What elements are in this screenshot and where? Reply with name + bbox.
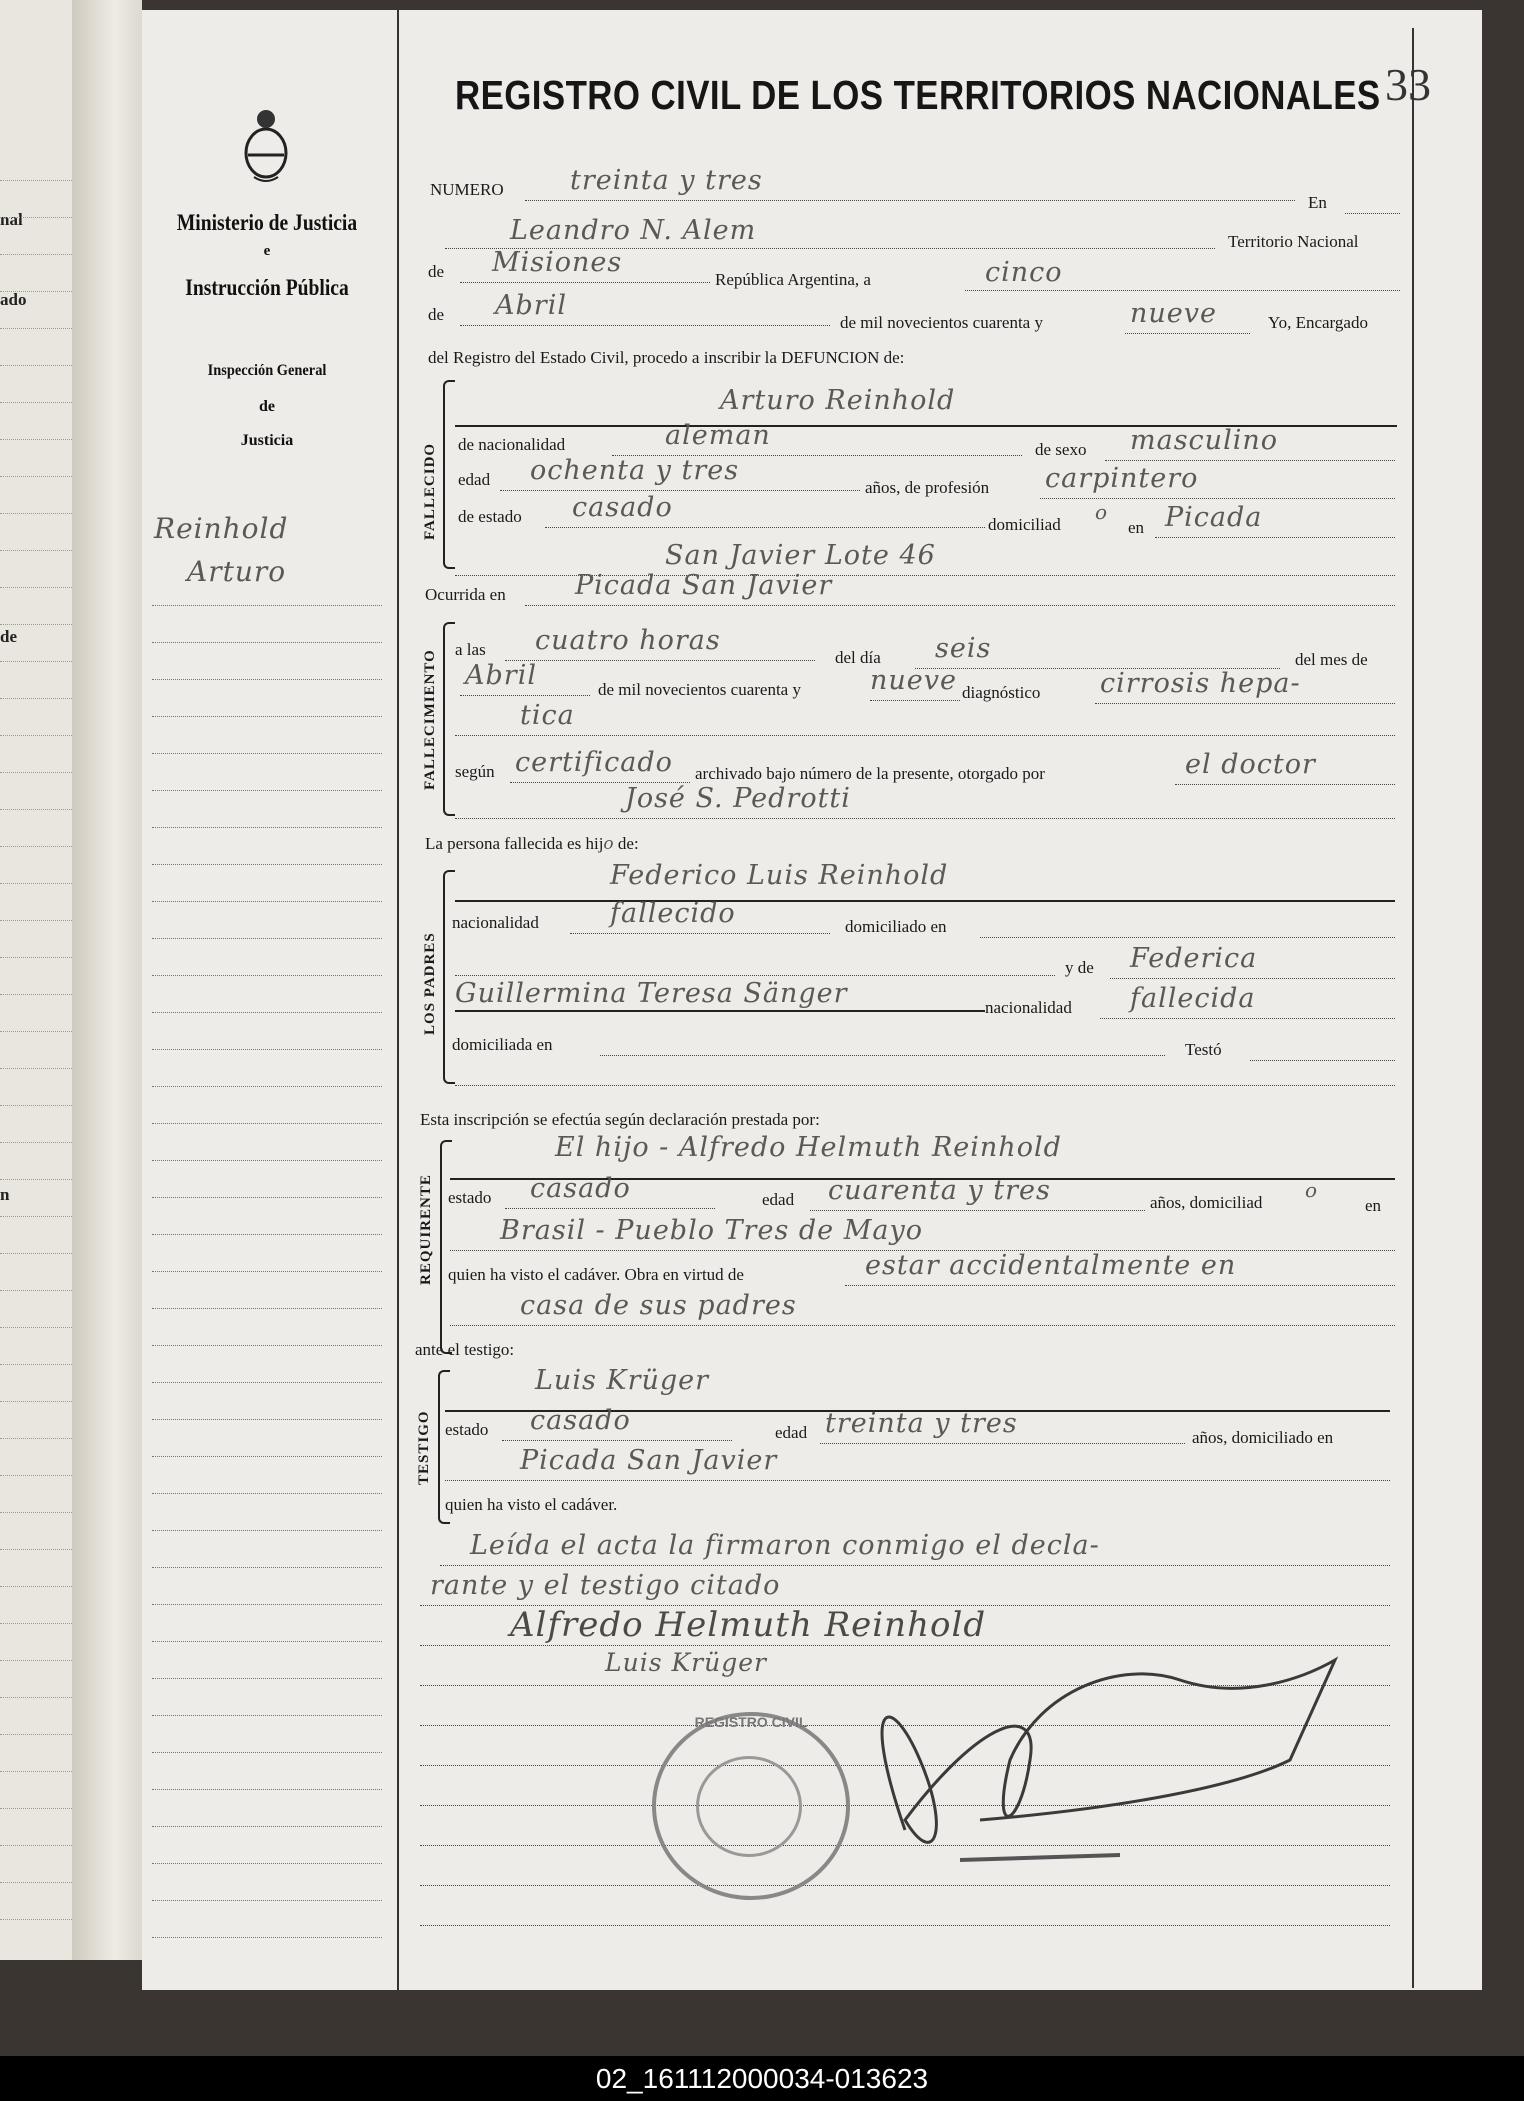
stub-ruled-line [152,1086,382,1087]
de-label: de [428,262,445,281]
en-label: En [1308,193,1327,212]
padre-nac-value: fallecido [610,898,736,929]
prev-page-ruled-line [0,957,72,958]
stamp-text: REGISTRO CIVIL [694,1714,808,1730]
req-domicilio-suffix: o [1305,1178,1319,1202]
closing-line1: Leída el acta la firmaron conmigo el decla- [470,1530,1100,1561]
inspection-de: de [259,398,275,415]
ocurrida-label: Ocurrida en [425,585,506,604]
prev-page-fragment: de [0,627,17,646]
dotted-line [505,660,815,661]
testigo-name: Luis Krüger [535,1365,710,1396]
padres-intro-label [425,834,639,854]
prev-page-ruled-line [0,1327,72,1328]
section-fallecido: FALLECIDO [422,442,438,540]
dotted-line [1105,460,1395,461]
dotted-line [525,605,1395,606]
prev-page-ruled-line [0,1623,72,1624]
test-domicilio-label: años, domiciliado en [1192,1428,1334,1447]
dotted-line [460,282,710,283]
section-padres: LOS PADRES [422,932,438,1035]
prev-page-ruled-line [0,735,72,736]
diagnostico-value: cirrosis hepa- [1100,668,1301,699]
prev-page-ruled-line [0,1882,72,1883]
dotted-line [420,1845,1390,1846]
dotted-line [525,200,1295,201]
inspection-line2: Justicia [240,432,294,449]
book-gutter [72,0,142,1960]
de2-label: de [428,305,445,324]
prev-page-ruled-line [0,1734,72,1735]
territorio-value: Misiones [492,247,623,278]
dotted-line [545,527,985,528]
archivado-label: archivado bajo número de la presente, otorgado por [695,764,1045,783]
prev-page-ruled-line [0,513,72,514]
dotted-line [505,1208,715,1209]
test-domicilio-value: Picada San Javier [520,1445,778,1476]
dotted-line [1125,333,1250,334]
prev-page-ruled-line [0,1697,72,1698]
stub-ruled-line [152,1493,382,1494]
signature-requirente: Alfredo Helmuth Reinhold [510,1605,987,1645]
domiciliada-label: domiciliada en [452,1035,553,1054]
req-edad-label: edad [762,1190,795,1209]
dotted-line [455,818,1395,819]
stub-ruled-line [152,1678,382,1679]
prev-page-ruled-line [0,550,72,551]
prev-page-ruled-line [0,809,72,810]
req-cadaver-cont: casa de sus padres [520,1290,797,1321]
prev-page-fragment: ado [0,290,27,309]
prev-page-ruled-line [0,1438,72,1439]
dotted-line [870,700,960,701]
dotted-line [450,1325,1395,1326]
estado-label: de estado [458,507,522,526]
segun-value: certificado [515,747,673,778]
stub-ruled-line [152,1456,382,1457]
stub-ruled-line [152,938,382,939]
prev-page-ruled-line [0,180,72,181]
req-domicilio-label: años, domiciliad [1150,1193,1263,1212]
stub-ruled-line [152,1345,382,1346]
closing-line2: rante y el testigo citado [430,1570,781,1601]
requirente-brace [440,1140,452,1354]
prev-page-ruled-line [0,624,72,625]
stub-ruled-line [152,1234,382,1235]
mes-value: Abril [465,660,537,691]
doctor-value: José S. Pedrotti [625,783,851,814]
test-estado-label: estado [445,1420,489,1439]
domicilio-suffix: o [1095,500,1109,524]
stub-ruled-line [152,1715,382,1716]
prev-page-ruled-line [0,1216,72,1217]
dotted-line [502,1440,732,1441]
prev-page-ruled-line [0,291,72,292]
prev-page-ruled-line [0,365,72,366]
requirente-intro-label: Esta inscripción se efectúa según declaración prestada por: [420,1110,820,1129]
dotted-line [455,1085,1395,1086]
stub-ruled-line [152,790,382,791]
prev-page-ruled-line [0,661,72,662]
stamp-inner-ring [696,1756,802,1857]
dotted-line [820,1443,1185,1444]
req-cadaver-label: quien ha visto el cadáver. Obra en virtud de [448,1265,744,1284]
image-caption: 02_161112000034-013623 [0,2056,1524,2101]
fallecido-name: Arturo Reinhold [720,385,956,416]
prev-page-ruled-line [0,1771,72,1772]
test-cadaver-label: quien ha visto el cadáver. [445,1495,618,1514]
dotted-line [420,1645,1390,1646]
numero-label: NUMERO [430,180,504,199]
dotted-line [1155,537,1395,538]
stub-ruled-line [152,1641,382,1642]
dotted-line [455,975,1055,976]
anio-value: nueve [870,665,957,696]
fallecido-brace [443,380,455,569]
section-requirente: REQUIRENTE [418,1174,434,1285]
prev-page-ruled-line [0,1586,72,1587]
sexo-value: masculino [1130,425,1278,456]
ministry-e: e [263,243,271,259]
prev-page-ruled-line [0,1364,72,1365]
stub-ruled-line [152,1382,382,1383]
dotted-line [1345,213,1400,214]
nacionalidad-value: aleman [665,420,771,451]
stub-ruled-line [152,1789,382,1790]
prev-page-ruled-line [0,1549,72,1550]
prev-page-ruled-line [0,476,72,477]
ministry-line2: Instrucción Pública [185,275,349,300]
prev-page-ruled-line [0,920,72,921]
dotted-line [570,933,830,934]
stub-ruled-line [152,605,382,606]
prev-page-fragment: nal [0,210,23,229]
ministry-line1: Ministerio de Justicia [176,210,358,235]
padres-intro-suffix: o [603,834,614,854]
padres-intro-text: La persona fallecida es hij [425,834,604,853]
dia-value: seis [935,633,992,664]
stub-ruled-line [152,1826,382,1827]
prev-page-ruled-line [0,1845,72,1846]
madre-nac-value: fallecida [1130,983,1256,1014]
stub-ruled-line [152,679,382,680]
dotted-line [1250,1060,1395,1061]
folio-number: 33 [1385,59,1431,110]
section-testigo: TESTIGO [416,1410,432,1485]
requirente-name: El hijo - Alfredo Helmuth Reinhold [555,1132,1062,1163]
stub-ruled-line [152,1197,382,1198]
stub-ruled-line [152,753,382,754]
testo-label: Testó [1185,1040,1222,1059]
domicilio-en-label: en [1128,518,1145,537]
domicilio-label: domiciliad [988,515,1061,534]
prev-page-ruled-line [0,1808,72,1809]
sexo-label: de sexo [1035,440,1087,459]
dotted-line [980,937,1395,938]
edad-value: ochenta y tres [530,455,740,486]
estado-value: casado [572,492,673,523]
padre-name: Federico Luis Reinhold [610,860,949,891]
prev-page-ruled-line [0,698,72,699]
dotted-line [1095,703,1395,704]
dotted-line [600,1055,1165,1056]
stub-ruled-line [152,1271,382,1272]
stub-ruled-line [152,1308,382,1309]
padre-rule [455,900,1395,902]
segun-label: según [455,762,495,781]
domicilio-value: Picada [1165,502,1263,533]
prev-page-ruled-line [0,439,72,440]
padre-nacionalidad-label: nacionalidad [452,913,539,932]
prev-page-fragment: n [0,1185,10,1204]
diagnostico-cont: tica [520,700,575,731]
dotted-line [440,1565,1390,1566]
stub-ruled-line [152,1900,382,1901]
domiciliado-label: domiciliado en [845,917,947,936]
prev-page-ruled-line [0,1179,72,1180]
dotted-line [420,1805,1390,1806]
territorio-label: Territorio Nacional [1228,232,1359,251]
prev-page-ruled-line [0,1919,72,1920]
registry-stamp [652,1712,850,1900]
prev-page-ruled-line [0,217,72,218]
yde-label: y de [1065,958,1094,977]
intro-line3: del Registro del Estado Civil, procedo a inscribir la DEFUNCION de: [428,348,905,367]
prev-page-ruled-line [0,328,72,329]
dotted-line [845,1285,1395,1286]
stub-ruled-line [152,1123,382,1124]
dotted-line [420,1885,1390,1886]
stub-ruled-line [152,901,382,902]
stub-ruled-line [152,1604,382,1605]
diagnostico-label: diagnóstico [962,683,1041,702]
prev-page-ruled-line [0,883,72,884]
madre-nacionalidad-label: nacionalidad [985,998,1072,1017]
inspection-line1: Inspección General [207,362,327,379]
signature-testigo: Luis Krüger [605,1648,767,1677]
edad-label: edad [458,470,491,489]
dotted-line [1110,978,1395,979]
req-estado-label: estado [448,1188,492,1207]
prev-page-ruled-line [0,1475,72,1476]
prev-page-ruled-line [0,994,72,995]
previous-page-edge [0,0,74,1960]
stub-ruled-line [152,1752,382,1753]
dotted-line [1175,784,1395,785]
test-edad-label: edad [775,1423,808,1442]
req-en-label: en [1365,1196,1382,1215]
dotted-line [445,1480,1390,1481]
stub-ruled-line [152,975,382,976]
year-value: nueve [1130,298,1217,329]
prev-page-ruled-line [0,1031,72,1032]
mes-label: del mes de [1295,650,1368,669]
dotted-line [1040,498,1395,499]
profesion-value: carpintero [1045,463,1199,494]
stub-ruled-line [152,1012,382,1013]
stub-column [142,10,392,1990]
dotted-line [460,325,830,326]
dotted-line [500,490,860,491]
dotted-line [810,1210,1145,1211]
stub-surname: Reinhold [154,512,289,545]
page-title: REGISTRO CIVIL DE LOS TERRITORIOS NACIONALES [455,72,1381,118]
stub-ruled-line [152,1160,382,1161]
stub-ruled-line [152,1049,382,1050]
ocurrida-value: Picada San Javier [575,570,833,601]
stub-ruled-line [152,716,382,717]
stub-ruled-line [152,1530,382,1531]
domicilio-cont: San Javier Lote 46 [665,540,936,571]
stub-ruled-line [152,1863,382,1864]
day-value: cinco [985,257,1063,288]
prev-page-ruled-line [0,402,72,403]
alas-label: a las [455,640,486,659]
prev-page-ruled-line [0,772,72,773]
stub-divider [397,10,399,1990]
republica-label: República Argentina, a [715,270,871,289]
dotted-line [420,1925,1390,1926]
dotted-line [460,695,590,696]
dotted-line [965,290,1400,291]
dotted-line [1100,1018,1395,1019]
test-estado-value: casado [530,1405,631,1436]
fallecimiento-brace [443,622,455,816]
stub-ruled-line [152,1937,382,1938]
prev-page-ruled-line [0,1142,72,1143]
stub-ruled-line [152,827,382,828]
prev-page-ruled-line [0,1253,72,1254]
madre-rule [455,1010,985,1012]
madre-value-b: Guillermina Teresa Sänger [455,978,848,1009]
req-cadaver-value: estar accidentalmente en [865,1250,1237,1281]
testigo-intro-label: ante el testigo: [415,1340,515,1359]
prev-page-ruled-line [0,254,72,255]
coat-of-arms-icon [240,105,292,185]
right-margin-rule [1412,28,1414,1988]
profesion-label: años, de profesión [865,478,990,497]
prev-page-ruled-line [0,1068,72,1069]
prev-page-ruled-line [0,1105,72,1106]
prev-page-ruled-line [0,846,72,847]
dotted-line [420,1725,1390,1726]
section-fallecimiento: FALLECIMIENTO [422,649,438,790]
stub-ruled-line [152,1567,382,1568]
numero-value: treinta y tres [570,165,763,196]
prev-page-ruled-line [0,1512,72,1513]
stub-ruled-line [152,864,382,865]
prev-page-ruled-line [0,1401,72,1402]
stub-given-name: Arturo [187,555,287,588]
dotted-line [455,735,1395,736]
yo-label: Yo, Encargado [1268,313,1368,332]
dotted-line [420,1685,1390,1686]
stub-ruled-line [152,642,382,643]
hora-value: cuatro horas [535,625,721,656]
prev-page-ruled-line [0,1290,72,1291]
padres-intro-end: de: [617,834,639,853]
req-domicilio-value: Brasil - Pueblo Tres de Mayo [500,1215,923,1246]
place-value: Leandro N. Alem [510,215,757,246]
prev-page-ruled-line [0,587,72,588]
req-edad-value: cuarenta y tres [828,1175,1051,1206]
anio-label: de mil novecientos cuarenta y [598,680,801,699]
prev-page-ruled-line [0,1660,72,1661]
otorgado-value: el doctor [1185,749,1316,780]
dotted-line [420,1765,1390,1766]
nacionalidad-label: de nacionalidad [458,435,566,454]
dia-label: del día [835,648,881,667]
req-estado-value: casado [530,1173,631,1204]
test-edad-value: treinta y tres [825,1408,1018,1439]
stub-ruled-line [152,1419,382,1420]
month-value: Abril [495,290,567,321]
madre-value-a: Federica [1130,943,1258,974]
year-label: de mil novecientos cuarenta y [840,313,1043,332]
